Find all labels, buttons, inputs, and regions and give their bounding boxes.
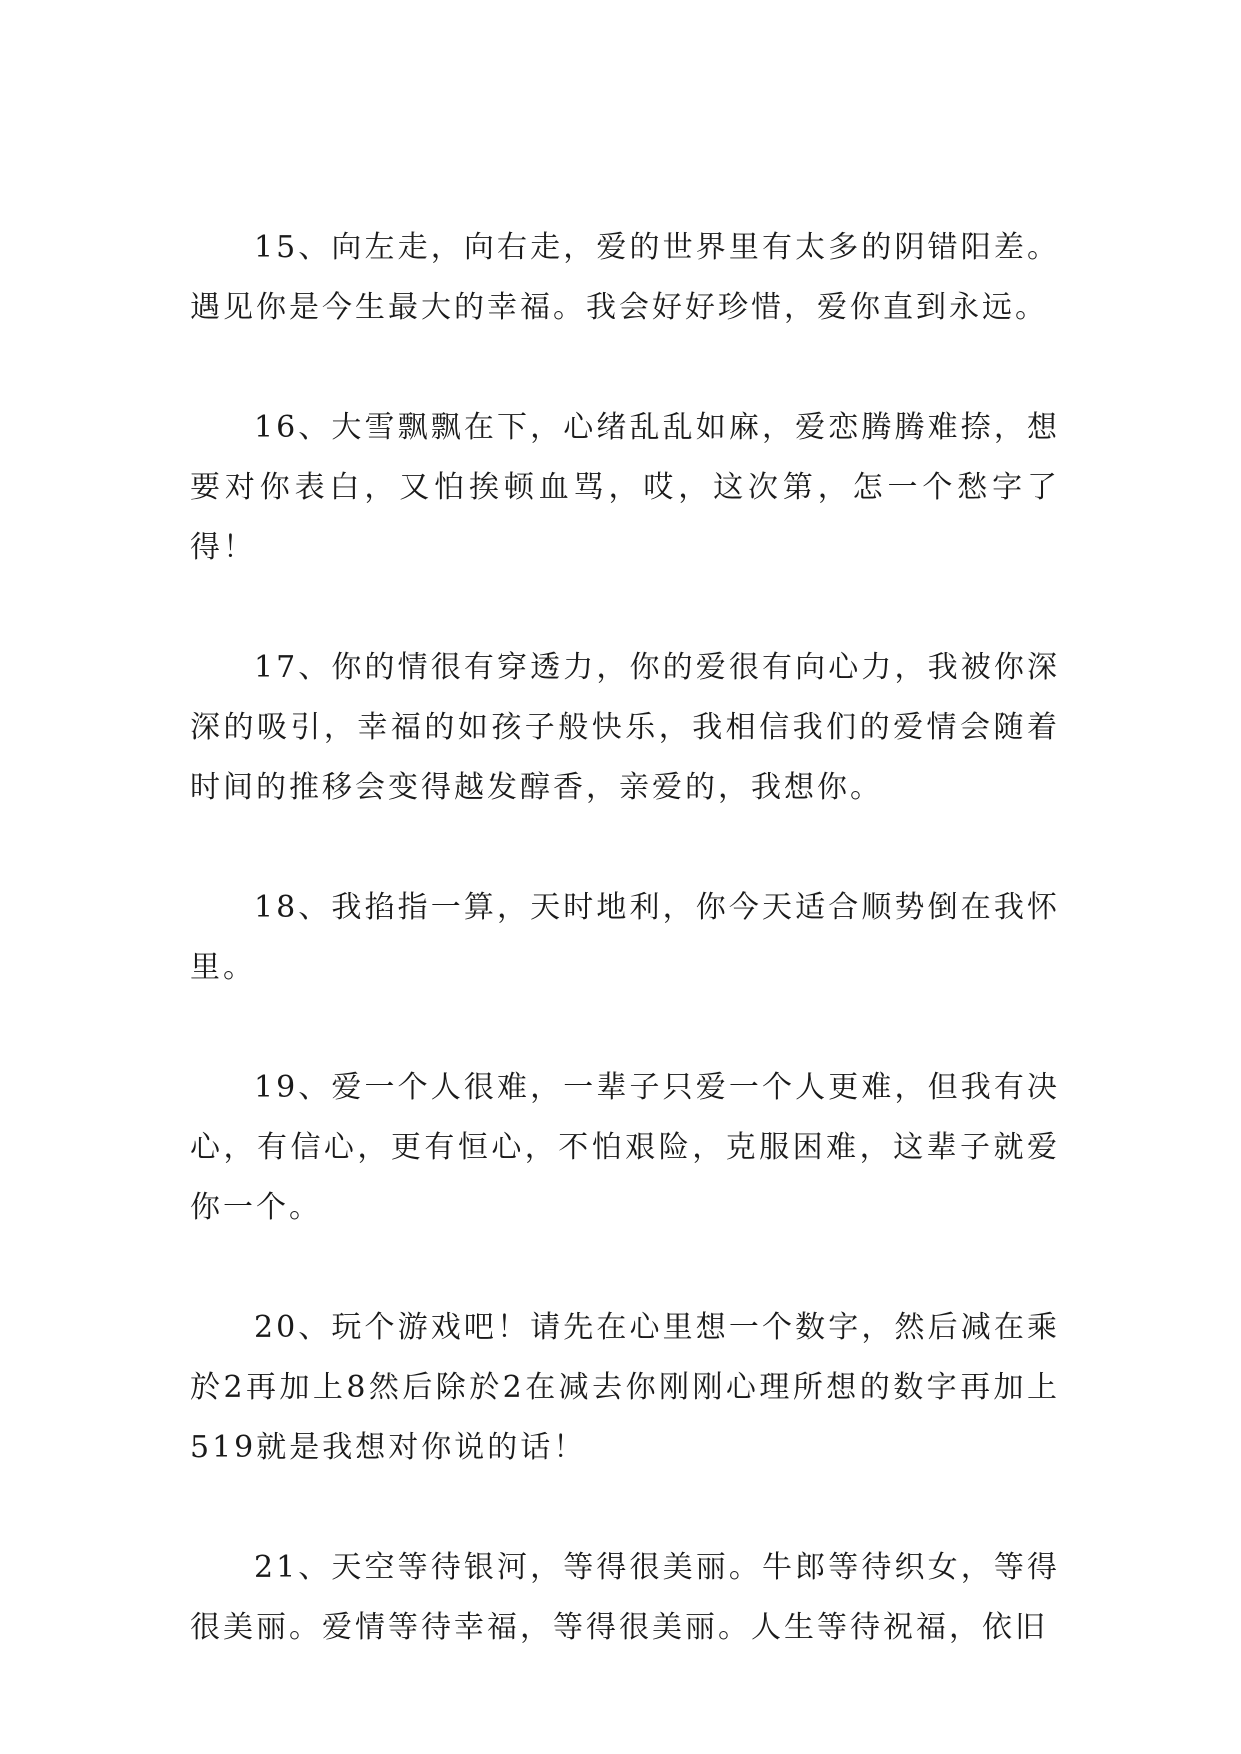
- paragraph-17: 17、你的情很有穿透力，你的爱很有向心力，我被你深深的吸引，幸福的如孩子般快乐，我相信我们的爱情会随着时间的推移会变得越发醇香，亲爱的，我想你。: [190, 650, 1060, 805]
- paragraph-21: 21、天空等待银河，等得很美丽。牛郎等待织女，等得很美丽。爱情等待幸福，等得很美丽。人生等待祝福，依旧: [190, 1550, 1060, 1645]
- document-body: [190, 218, 1060, 1718]
- paragraph-18: 18、我掐指一算，天时地利，你今天适合顺势倒在我怀里。: [190, 890, 1060, 985]
- paragraph-16: 16、大雪飘飘在下，心绪乱乱如麻，爱恋腾腾难捺，想要对你表白，又怕挨顿血骂，哎，这次第，怎一个愁字了得！: [190, 410, 1060, 565]
- paragraph-15: 15、向左走，向右走，爱的世界里有太多的阴错阳差。遇见你是今生最大的幸福。我会好好珍惜，爱你直到永远。: [190, 230, 1060, 325]
- paragraph-19: 19、爱一个人很难，一辈子只爱一个人更难，但我有决心，有信心，更有恒心，不怕艰险，克服困难，这辈子就爱你一个。: [190, 1070, 1060, 1225]
- paragraph-20: 20、玩个游戏吧！请先在心里想一个数字，然后减在乘於2再加上8然后除於2在减去你刚刚心理所想的数字再加上519就是我想对你说的话！: [190, 1310, 1060, 1465]
